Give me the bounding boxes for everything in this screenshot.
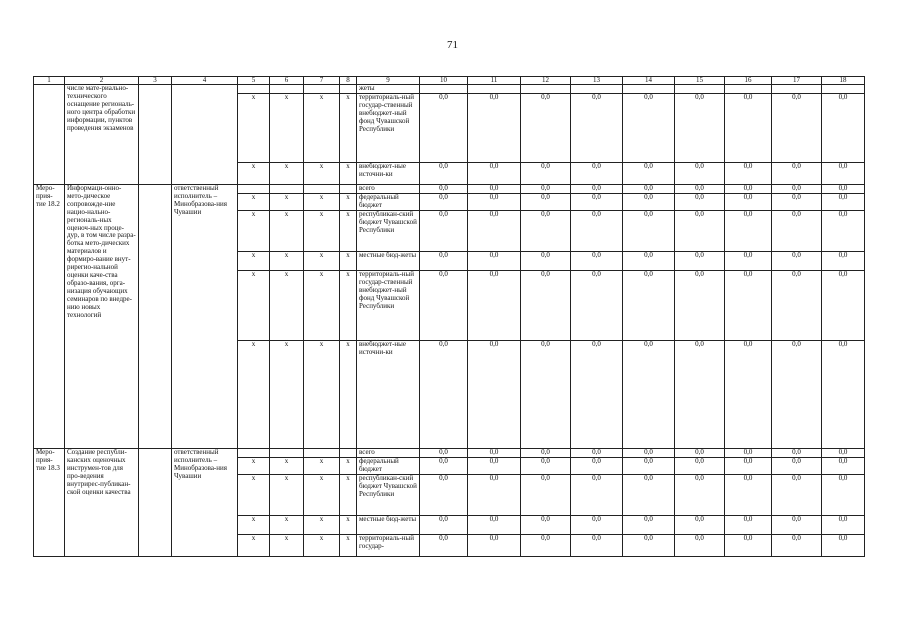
amount-cell: [675, 85, 725, 94]
amount-cell: 0,0: [623, 535, 675, 557]
amount-cell: 0,0: [822, 185, 865, 194]
budget-code-cell: х: [340, 535, 357, 557]
header-col-15: 15: [675, 77, 725, 85]
col3-cell: [139, 449, 172, 557]
amount-cell: 0,0: [468, 475, 521, 516]
amount-cell: 0,0: [725, 535, 772, 557]
amount-cell: 0,0: [468, 163, 521, 185]
header-col-8: 8: [340, 77, 357, 85]
amount-cell: 0,0: [725, 271, 772, 341]
funding-source-cell: республикан-ский бюджет Чувашской Республики: [357, 475, 420, 516]
budget-code-cell: х: [238, 458, 270, 475]
amount-cell: 0,0: [468, 194, 521, 211]
amount-cell: 0,0: [772, 475, 822, 516]
amount-cell: 0,0: [725, 449, 772, 458]
amount-cell: [725, 85, 772, 94]
amount-cell: 0,0: [571, 449, 623, 458]
amount-cell: 0,0: [420, 252, 468, 271]
amount-cell: 0,0: [772, 163, 822, 185]
amount-cell: 0,0: [772, 271, 822, 341]
amount-cell: 0,0: [571, 94, 623, 163]
amount-cell: 0,0: [420, 211, 468, 252]
budget-code-cell: х: [238, 516, 270, 535]
amount-cell: 0,0: [623, 516, 675, 535]
measure-id-cell: [34, 85, 65, 185]
amount-cell: 0,0: [571, 252, 623, 271]
amount-cell: 0,0: [772, 185, 822, 194]
funding-source-cell: местные бюд-жеты: [357, 252, 420, 271]
budget-code-cell: [238, 185, 270, 194]
measure-id-cell: Меро-прия-тие 18.2: [34, 185, 65, 449]
budget-code-cell: х: [304, 252, 340, 271]
budget-code-cell: х: [238, 163, 270, 185]
budget-code-cell: х: [304, 458, 340, 475]
amount-cell: 0,0: [420, 341, 468, 449]
budget-code-cell: х: [304, 475, 340, 516]
amount-cell: 0,0: [571, 475, 623, 516]
amount-cell: 0,0: [822, 194, 865, 211]
amount-cell: 0,0: [725, 211, 772, 252]
column-number-header-row: [34, 77, 865, 85]
table-row: [34, 449, 865, 458]
amount-cell: 0,0: [521, 94, 571, 163]
amount-cell: 0,0: [675, 185, 725, 194]
table-row: [34, 85, 865, 94]
amount-cell: 0,0: [725, 516, 772, 535]
executor-cell: [172, 85, 238, 185]
amount-cell: 0,0: [623, 211, 675, 252]
amount-cell: 0,0: [623, 475, 675, 516]
amount-cell: 0,0: [623, 194, 675, 211]
budget-code-cell: [238, 85, 270, 94]
amount-cell: 0,0: [725, 341, 772, 449]
amount-cell: 0,0: [675, 449, 725, 458]
amount-cell: 0,0: [725, 252, 772, 271]
budget-code-cell: х: [340, 163, 357, 185]
amount-cell: 0,0: [675, 252, 725, 271]
amount-cell: 0,0: [822, 271, 865, 341]
amount-cell: 0,0: [420, 163, 468, 185]
header-col-2: 2: [65, 77, 139, 85]
amount-cell: 0,0: [675, 516, 725, 535]
amount-cell: 0,0: [521, 185, 571, 194]
budget-code-cell: х: [304, 163, 340, 185]
amount-cell: 0,0: [822, 458, 865, 475]
amount-cell: 0,0: [822, 516, 865, 535]
budget-code-cell: х: [304, 535, 340, 557]
amount-cell: 0,0: [822, 475, 865, 516]
funding-source-cell: местные бюд-жеты: [357, 516, 420, 535]
amount-cell: 0,0: [772, 94, 822, 163]
budget-code-cell: [340, 85, 357, 94]
measure-name-cell: числе мате-риально-технического оснащение региональ-ного центра обработки информации, пунктов проведения экзаменов: [65, 85, 139, 185]
budget-code-cell: х: [304, 194, 340, 211]
amount-cell: 0,0: [468, 94, 521, 163]
budget-code-cell: х: [340, 194, 357, 211]
amount-cell: [521, 85, 571, 94]
funding-source-cell: федеральный бюджет: [357, 194, 420, 211]
budget-code-cell: [304, 85, 340, 94]
header-col-9: 9: [357, 77, 420, 85]
amount-cell: [772, 85, 822, 94]
col3-cell: [139, 185, 172, 449]
budget-code-cell: х: [270, 211, 304, 252]
amount-cell: 0,0: [468, 449, 521, 458]
budget-code-cell: х: [340, 458, 357, 475]
funding-source-cell: всего: [357, 185, 420, 194]
amount-cell: 0,0: [521, 516, 571, 535]
amount-cell: [468, 85, 521, 94]
amount-cell: 0,0: [521, 211, 571, 252]
budget-code-cell: х: [270, 194, 304, 211]
amount-cell: 0,0: [623, 185, 675, 194]
amount-cell: 0,0: [521, 535, 571, 557]
measure-name-cell: Информаци-онно-мето-дическое сопровожде-ние нацио-нально-региональ-ных оценоч-ных проце-дур, в том числе разра-ботка мето-дических материалов и формиро-вание внут-рирегио-нальной оценки каче-ства образо-вания, орга-низация обучающих семинаров по внедре-нию новых технологий: [65, 185, 139, 449]
amount-cell: 0,0: [822, 252, 865, 271]
amount-cell: 0,0: [822, 94, 865, 163]
page-number: 71: [447, 39, 458, 51]
budget-code-cell: х: [270, 535, 304, 557]
header-col-16: 16: [725, 77, 772, 85]
amount-cell: 0,0: [468, 185, 521, 194]
amount-cell: [420, 85, 468, 94]
amount-cell: 0,0: [420, 535, 468, 557]
amount-cell: 0,0: [772, 194, 822, 211]
funding-source-cell: республикан-ский бюджет Чувашской Республики: [357, 211, 420, 252]
amount-cell: 0,0: [623, 449, 675, 458]
header-col-3: 3: [139, 77, 172, 85]
amount-cell: 0,0: [571, 185, 623, 194]
amount-cell: 0,0: [725, 94, 772, 163]
amount-cell: 0,0: [420, 516, 468, 535]
budget-code-cell: х: [340, 271, 357, 341]
amount-cell: 0,0: [725, 194, 772, 211]
amount-cell: 0,0: [468, 271, 521, 341]
amount-cell: 0,0: [521, 475, 571, 516]
funding-source-cell: федеральный бюджет: [357, 458, 420, 475]
budget-code-cell: х: [270, 94, 304, 163]
amount-cell: 0,0: [468, 458, 521, 475]
amount-cell: [623, 85, 675, 94]
measure-id-cell: Меро-прия-тие 18.3: [34, 449, 65, 557]
amount-cell: 0,0: [521, 252, 571, 271]
amount-cell: 0,0: [772, 535, 822, 557]
budget-code-cell: х: [238, 252, 270, 271]
amount-cell: 0,0: [468, 341, 521, 449]
amount-cell: 0,0: [822, 341, 865, 449]
amount-cell: 0,0: [420, 94, 468, 163]
amount-cell: 0,0: [420, 458, 468, 475]
budget-code-cell: [340, 185, 357, 194]
amount-cell: 0,0: [772, 341, 822, 449]
budget-code-cell: х: [340, 516, 357, 535]
col3-cell: [139, 85, 172, 185]
amount-cell: 0,0: [571, 271, 623, 341]
amount-cell: 0,0: [623, 341, 675, 449]
amount-cell: 0,0: [571, 194, 623, 211]
amount-cell: 0,0: [623, 252, 675, 271]
amount-cell: 0,0: [468, 252, 521, 271]
header-col-6: 6: [270, 77, 304, 85]
amount-cell: 0,0: [675, 211, 725, 252]
executor-cell: ответственный исполнитель – Минобразова-ния Чувашии: [172, 449, 238, 557]
funding-source-cell: всего: [357, 449, 420, 458]
amount-cell: 0,0: [725, 458, 772, 475]
amount-cell: 0,0: [468, 516, 521, 535]
header-col-14: 14: [623, 77, 675, 85]
amount-cell: 0,0: [521, 449, 571, 458]
header-col-12: 12: [521, 77, 571, 85]
measure-name-cell: Создание республи-канских оценочных инструмен-тов для про-ведения внутрирес-публикан-ской оценки качества: [65, 449, 139, 557]
amount-cell: 0,0: [571, 211, 623, 252]
amount-cell: 0,0: [521, 163, 571, 185]
budget-code-cell: [238, 449, 270, 458]
amount-cell: 0,0: [521, 271, 571, 341]
funding-source-cell: территориаль-ный государ-ственный внебюджет-ный фонд Чувашской Республики: [357, 271, 420, 341]
amount-cell: 0,0: [822, 211, 865, 252]
budget-code-cell: [270, 85, 304, 94]
funding-source-cell: внебюджет-ные источни-ки: [357, 341, 420, 449]
amount-cell: 0,0: [725, 475, 772, 516]
amount-cell: 0,0: [675, 458, 725, 475]
budget-code-cell: х: [238, 535, 270, 557]
budget-code-cell: х: [270, 458, 304, 475]
header-col-4: 4: [172, 77, 238, 85]
amount-cell: 0,0: [468, 211, 521, 252]
budget-code-cell: х: [238, 211, 270, 252]
budget-code-cell: [304, 185, 340, 194]
amount-cell: 0,0: [675, 341, 725, 449]
header-col-17: 17: [772, 77, 822, 85]
amount-cell: 0,0: [420, 185, 468, 194]
amount-cell: 0,0: [772, 211, 822, 252]
amount-cell: 0,0: [675, 94, 725, 163]
budget-code-cell: [270, 185, 304, 194]
amount-cell: 0,0: [623, 94, 675, 163]
budget-code-cell: х: [238, 341, 270, 449]
budget-code-cell: х: [304, 211, 340, 252]
budget-code-cell: х: [270, 163, 304, 185]
amount-cell: 0,0: [571, 458, 623, 475]
funding-source-cell: территориаль-ный государ-: [357, 535, 420, 557]
budget-code-cell: х: [304, 516, 340, 535]
header-col-7: 7: [304, 77, 340, 85]
budget-code-cell: х: [340, 94, 357, 163]
budget-table: [33, 76, 865, 557]
amount-cell: 0,0: [675, 163, 725, 185]
amount-cell: 0,0: [822, 449, 865, 458]
budget-code-cell: [270, 449, 304, 458]
budget-code-cell: х: [238, 194, 270, 211]
header-col-5: 5: [238, 77, 270, 85]
funding-source-cell: территориаль-ный государ-ственный внебюджет-ный фонд Чувашской Республики: [357, 94, 420, 163]
amount-cell: 0,0: [571, 535, 623, 557]
budget-code-cell: х: [304, 271, 340, 341]
budget-code-cell: х: [340, 341, 357, 449]
amount-cell: 0,0: [822, 163, 865, 185]
funding-source-cell: внебюджет-ные источни-ки: [357, 163, 420, 185]
amount-cell: 0,0: [420, 475, 468, 516]
header-col-18: 18: [822, 77, 865, 85]
amount-cell: 0,0: [772, 252, 822, 271]
budget-code-cell: х: [238, 94, 270, 163]
amount-cell: 0,0: [725, 163, 772, 185]
amount-cell: 0,0: [675, 194, 725, 211]
header-col-1: 1: [34, 77, 65, 85]
funding-source-cell: жеты: [357, 85, 420, 94]
budget-code-cell: х: [340, 211, 357, 252]
budget-code-cell: [304, 449, 340, 458]
header-col-10: 10: [420, 77, 468, 85]
header-col-13: 13: [571, 77, 623, 85]
amount-cell: 0,0: [772, 449, 822, 458]
budget-code-cell: х: [304, 341, 340, 449]
amount-cell: 0,0: [772, 458, 822, 475]
amount-cell: 0,0: [725, 185, 772, 194]
executor-cell: ответственный исполнитель – Минобразова-ния Чувашии: [172, 185, 238, 449]
budget-code-cell: х: [270, 475, 304, 516]
amount-cell: 0,0: [420, 449, 468, 458]
budget-code-cell: х: [270, 271, 304, 341]
amount-cell: 0,0: [772, 516, 822, 535]
amount-cell: 0,0: [675, 271, 725, 341]
table-body: [34, 77, 865, 557]
amount-cell: 0,0: [521, 341, 571, 449]
budget-code-cell: х: [238, 271, 270, 341]
amount-cell: 0,0: [623, 458, 675, 475]
table-row: [34, 185, 865, 194]
amount-cell: 0,0: [521, 458, 571, 475]
budget-code-cell: х: [238, 475, 270, 516]
amount-cell: 0,0: [521, 194, 571, 211]
budget-code-cell: х: [270, 341, 304, 449]
amount-cell: [571, 85, 623, 94]
budget-code-cell: х: [304, 94, 340, 163]
budget-code-cell: х: [340, 475, 357, 516]
budget-code-cell: [340, 449, 357, 458]
budget-code-cell: х: [340, 252, 357, 271]
amount-cell: 0,0: [468, 535, 521, 557]
amount-cell: 0,0: [675, 475, 725, 516]
amount-cell: 0,0: [623, 163, 675, 185]
amount-cell: 0,0: [571, 163, 623, 185]
amount-cell: 0,0: [420, 271, 468, 341]
amount-cell: [822, 85, 865, 94]
amount-cell: 0,0: [822, 535, 865, 557]
amount-cell: 0,0: [420, 194, 468, 211]
amount-cell: 0,0: [675, 535, 725, 557]
amount-cell: 0,0: [571, 341, 623, 449]
amount-cell: 0,0: [571, 516, 623, 535]
budget-code-cell: х: [270, 516, 304, 535]
amount-cell: 0,0: [623, 271, 675, 341]
budget-code-cell: х: [270, 252, 304, 271]
header-col-11: 11: [468, 77, 521, 85]
